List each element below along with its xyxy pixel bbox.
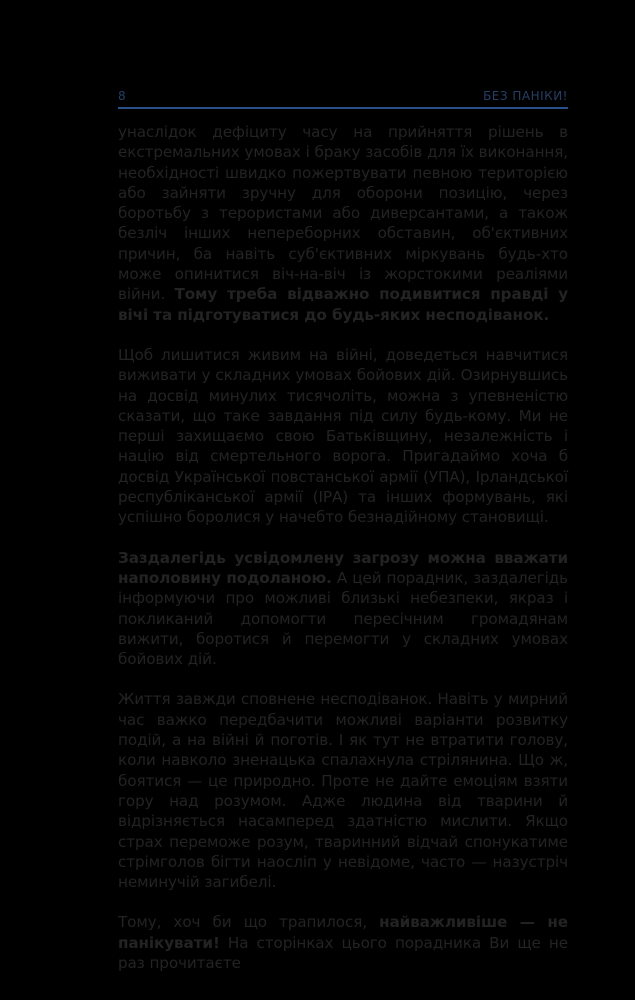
paragraph-5-text-end: На сторінках цього порадника Ви ще не раз прочитаєте: [118, 933, 568, 972]
page-content: [118, 122, 568, 973]
page-header: [118, 88, 568, 106]
header-rule: [118, 107, 568, 109]
running-title: БЕЗ ПАНІКИ!: [483, 89, 568, 103]
paragraph-1-text: унаслідок дефіциту часу на прийняття рішень в екстремальних умовах і браку засобів для їх виконання, необхідності швидко пожертвувати певною територією або зайняти зручну для оборони позицію, через боротьбу з терористами або диверсантами, а також безліч інших непереборних обставин, об'єктивних причин, ба навіть суб'єктивних міркувань будь-хто може опинитися віч-на-віч із жорстокими реаліями війни.: [118, 123, 568, 304]
paragraph-5: [118, 912, 568, 973]
paragraph-1-emphasis: Тому треба відважно подивитися правді у вічі та підготуватися до будь-яких несподіванок.: [118, 285, 569, 324]
paragraph-3-text: А цей порадник, заздалегідь інформуючи про можливі близькі небезпеки, якраз і покликаний допомогти пересічним громадянам вижити, боротися й перемогти у складних умовах бойових дій.: [118, 568, 568, 669]
paragraph-4: [118, 689, 568, 892]
paragraph-5-text-start: Тому, хоч би що трапилося,: [118, 913, 380, 932]
paragraph-5-emphasis: найважливіше — не панікувати!: [118, 913, 568, 952]
paragraph-3-emphasis: Заздалегідь усвідомлену загрозу можна вважати наполовину подоланою.: [118, 548, 568, 587]
paragraph-4-text: Життя завжди сповнене несподіванок. Навіть у мирний час важко передбачити можливі варіанти розвитку подій, а на війні й поготів. І як тут не втратити голову, коли навколо зненацька спалахнула стрілянина. Що ж, боятися — це природно. Проте не дайте емоціям взяти гору над розумом. Адже людина від тварини й відрізняється насамперед здатністю мислити. Якщо страх переможе розум, тваринний відчай спонукатиме стрімголов бігти наосліп у невідоме, часто — назустріч неминучій загибелі.: [118, 690, 568, 892]
paragraph-1: [118, 122, 568, 325]
paragraph-2-text: Щоб лишитися живим на війні, доведеться навчитися виживати у складних умовах бойових дій. Озирнувшись на досвід минулих тисячоліть, можна з упевненістю сказати, що таке завдання під силу будь-кому. Ми не перші захищаємо свою Батьківщину, незалежність і націю від смертельного ворога. Пригадаймо хоча б досвід Української повстанської армії (УПА), Ірландської республіканської армії (ІРА) та інших формувань, які успішно боролися у начебто безнадійному становищі.: [118, 345, 568, 527]
paragraph-3: [118, 548, 568, 670]
page-number: 8: [118, 89, 127, 103]
paragraph-2: [118, 345, 568, 528]
